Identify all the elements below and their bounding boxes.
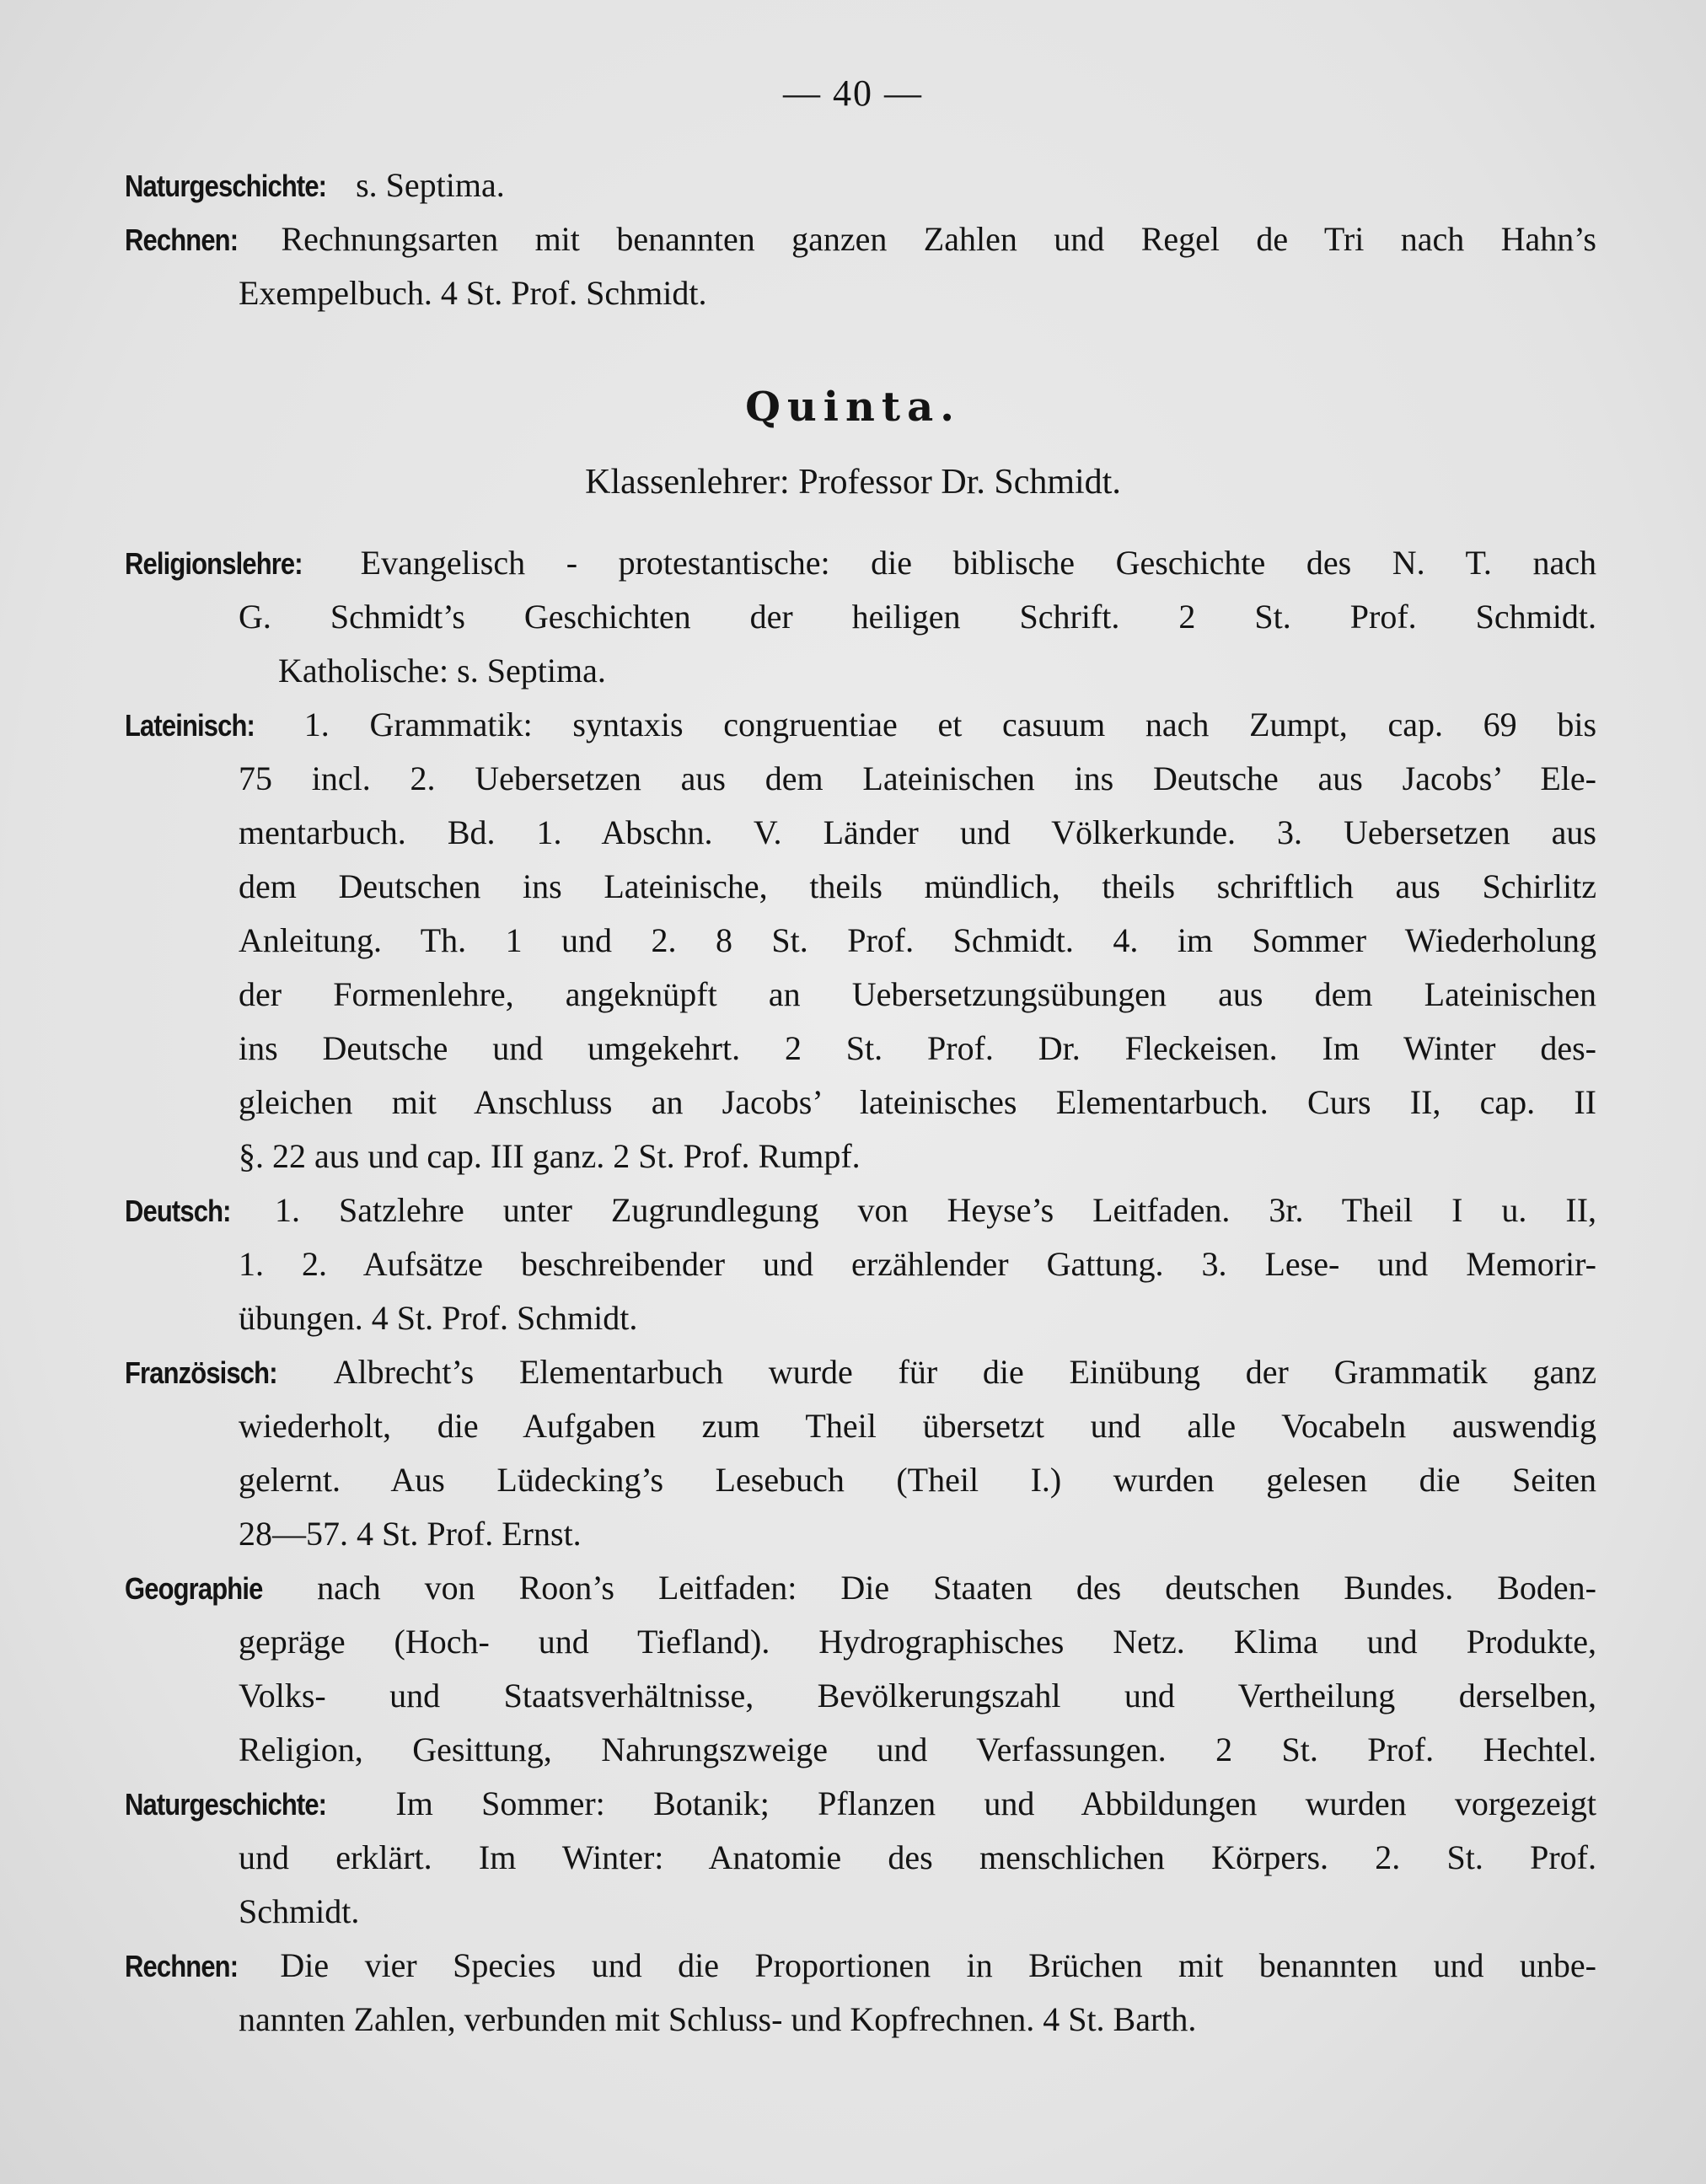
text-line	[125, 698, 1596, 752]
subject-text: Evangelisch - protestantische: die biblische Geschichte des N. T. nach	[360, 544, 1597, 582]
subject-label: Lateinisch:	[125, 708, 255, 743]
text-line: und erklärt. Im Winter: Anatomie des menschlichen Körpers. 2. St. Prof.	[239, 1838, 1596, 1876]
text-line: gepräge (Hoch- und Tiefland). Hydrographisches Netz. Klima und Produkte,	[239, 1623, 1596, 1661]
text-line: wiederholt, die Aufgaben zum Theil übersetzt und alle Vocabeln auswendig	[239, 1407, 1596, 1445]
text-line: Katholische: s. Septima.	[278, 652, 606, 690]
text-line	[125, 158, 1596, 212]
text-line: G. Schmidt’s Geschichten der heiligen Schrift. 2 St. Prof. Schmidt.	[239, 598, 1596, 636]
text-line: Anleitung. Th. 1 und 2. 8 St. Prof. Schmidt. 4. im Sommer Wiederholung	[239, 921, 1596, 959]
text-line	[125, 536, 1596, 590]
subject-label: Deutsch:	[125, 1194, 231, 1228]
text-line: dem Deutschen ins Lateinische, theils mündlich, theils schriftlich aus Schirlitz	[239, 867, 1596, 905]
text-line: 75 incl. 2. Uebersetzen aus dem Lateinischen ins Deutsche aus Jacobs’ Ele-	[239, 759, 1596, 797]
subject-text: Die vier Species und die Proportionen in Brüchen mit benannten und unbe-	[280, 1946, 1596, 1984]
text-line	[125, 1183, 1596, 1237]
subject-text: 1. Satzlehre unter Zugrundlegung von Heyse’s Leitfaden. 3r. Theil I u. II,	[275, 1191, 1597, 1229]
subject-label: Naturgeschichte:	[125, 169, 327, 203]
page-number: — 40 —	[783, 72, 923, 114]
class-teacher: Klassenlehrer: Professor Dr. Schmidt.	[585, 463, 1121, 502]
text-line: gelernt. Aus Lüdecking’s Lesebuch (Theil I.) wurden gelesen die Seiten	[239, 1461, 1596, 1499]
text-line: gleichen mit Anschluss an Jacobs’ lateinisches Elementarbuch. Curs II, cap. II	[239, 1083, 1596, 1121]
text-line: Volks- und Staatsverhältnisse, Bevölkerungszahl und Vertheilung derselben,	[239, 1677, 1596, 1714]
subject-text: 1. Grammatik: syntaxis congruentiae et casuum nach Zumpt, cap. 69 bis	[303, 706, 1597, 743]
section-title: Quinta.	[745, 384, 961, 431]
subject-label: Geographie	[125, 1571, 263, 1606]
text-line: Exempelbuch. 4 St. Prof. Schmidt.	[239, 274, 707, 312]
text-line: 1. 2. Aufsätze beschreibender und erzählender Gattung. 3. Lese- und Memorir-	[239, 1245, 1596, 1283]
text-line: 28—57. 4 St. Prof. Ernst.	[239, 1515, 582, 1553]
text-line	[125, 212, 1596, 266]
subject-text: s. Septima.	[356, 166, 505, 204]
subject-label: Naturgeschichte:	[125, 1787, 327, 1822]
subject-text: Albrecht’s Elementarbuch wurde für die Einübung der Grammatik ganz	[333, 1353, 1597, 1391]
subject-text: nach von Roon’s Leitfaden: Die Staaten des deutschen Bundes. Boden-	[317, 1569, 1597, 1607]
subject-label: Rechnen:	[125, 223, 239, 257]
text-line	[125, 1561, 1596, 1615]
text-line	[125, 1939, 1596, 1993]
text-line: Schmidt.	[239, 1892, 360, 1930]
text-line: §. 22 aus und cap. III ganz. 2 St. Prof. Rumpf.	[239, 1137, 861, 1175]
text-line: übungen. 4 St. Prof. Schmidt.	[239, 1299, 638, 1337]
subject-text: Im Sommer: Botanik; Pflanzen und Abbildungen wurden vorgezeigt	[395, 1784, 1597, 1822]
text-line	[125, 1777, 1596, 1831]
subject-label: Rechnen:	[125, 1949, 239, 1983]
text-line	[125, 1345, 1596, 1399]
text-line: der Formenlehre, angeknüpft an Uebersetzungsübungen aus dem Lateinischen	[239, 975, 1596, 1013]
text-line: Religion, Gesittung, Nahrungszweige und Verfassungen. 2 St. Prof. Hechtel.	[239, 1731, 1596, 1768]
subject-label: Religionslehre:	[125, 546, 303, 581]
text-line: mentarbuch. Bd. 1. Abschn. V. Länder und Völkerkunde. 3. Uebersetzen aus	[239, 813, 1596, 851]
text-line: ins Deutsche und umgekehrt. 2 St. Prof. Dr. Fleckeisen. Im Winter des-	[239, 1029, 1596, 1067]
subject-text: Rechnungsarten mit benannten ganzen Zahlen und Regel de Tri nach Hahn’s	[281, 220, 1596, 258]
text-line: nannten Zahlen, verbunden mit Schluss- und Kopfrechnen. 4 St. Barth.	[239, 2000, 1197, 2038]
subject-label: Französisch:	[125, 1355, 277, 1390]
